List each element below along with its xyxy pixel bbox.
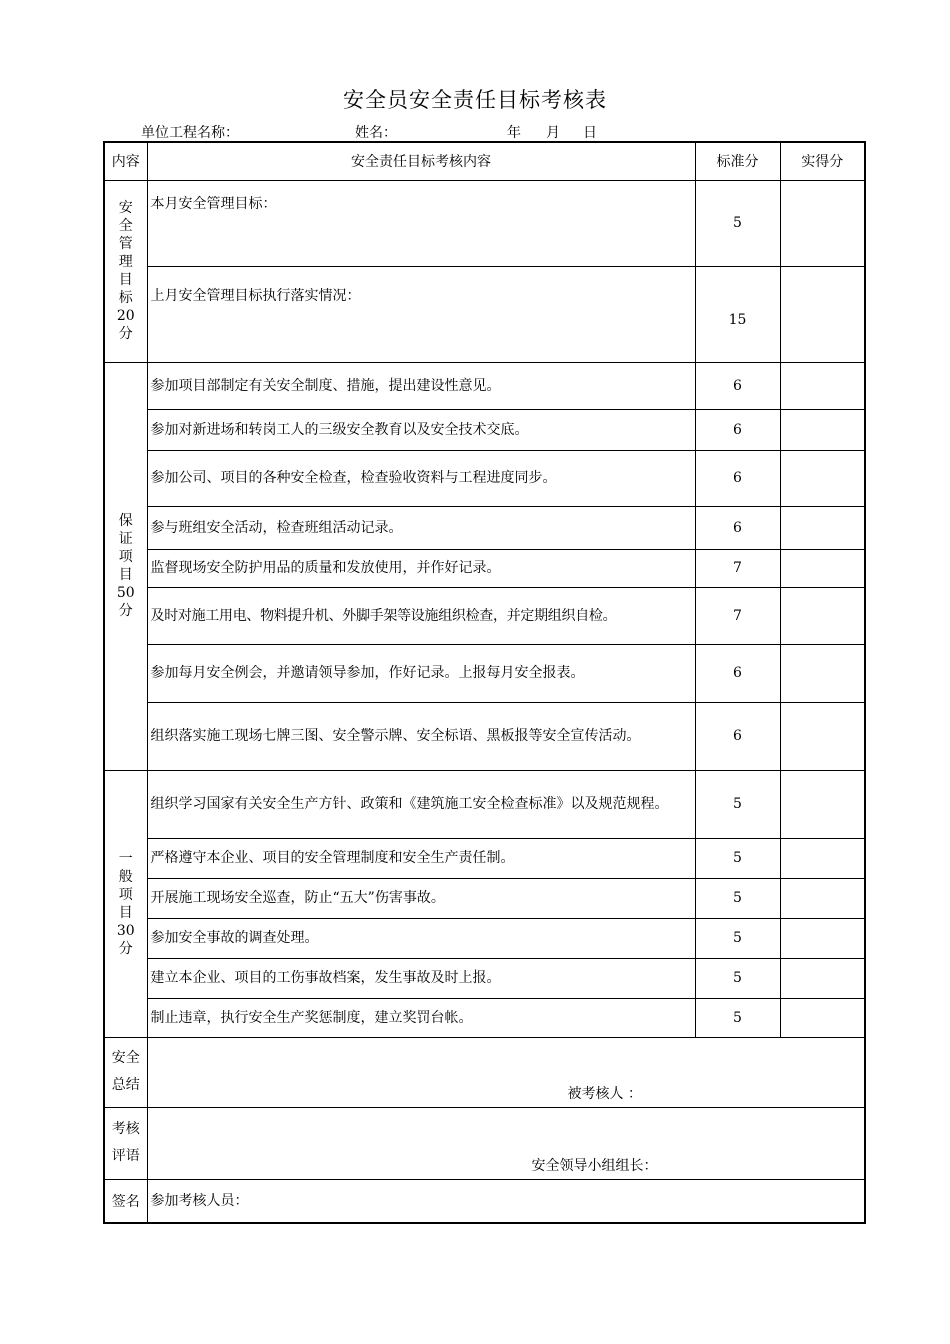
name-label: 姓名： xyxy=(355,125,397,141)
signature-label: 签名 xyxy=(104,1179,147,1223)
table-row xyxy=(104,644,865,702)
actual-score-cell[interactable] xyxy=(780,266,865,362)
standard-score: 5 xyxy=(695,918,780,958)
summary-label: 安全总结 xyxy=(111,1050,140,1093)
item-text: 制止违章，执行安全生产奖惩制度，建立奖罚台帐。 xyxy=(147,998,695,1037)
actual-score-cell[interactable] xyxy=(780,362,865,409)
actual-score-cell[interactable] xyxy=(780,409,865,450)
table-row xyxy=(104,450,865,506)
summary-label-cell xyxy=(104,1037,147,1107)
table-row xyxy=(104,958,865,998)
review-label: 考核评语 xyxy=(111,1121,140,1164)
assessee-signature-label: 被考核人 ： xyxy=(567,1085,642,1102)
table-row xyxy=(104,998,865,1037)
table-row xyxy=(104,549,865,587)
item-text: 参加项目部制定有关安全制度、措施，提出建设性意见。 xyxy=(147,362,695,409)
participants-cell[interactable]: 参加考核人员： xyxy=(147,1179,865,1223)
item-text: 监督现场安全防护用品的质量和发放使用，并作好记录。 xyxy=(147,549,695,587)
standard-score: 6 xyxy=(695,644,780,702)
standard-score: 6 xyxy=(695,409,780,450)
table-header-row xyxy=(104,142,865,180)
item-text: 上月安全管理目标执行落实情况： xyxy=(147,266,695,362)
category-label: 一般项目30分 xyxy=(116,850,135,957)
standard-score: 7 xyxy=(695,549,780,587)
assessment-table xyxy=(103,141,866,1224)
category-general-items xyxy=(104,770,147,1037)
standard-score: 5 xyxy=(695,878,780,918)
category-label: 安全管理目标20分 xyxy=(116,200,135,342)
header-content: 内容 xyxy=(104,142,147,180)
standard-score: 5 xyxy=(695,958,780,998)
header-standard-score: 标准分 xyxy=(695,142,780,180)
actual-score-cell[interactable] xyxy=(780,450,865,506)
item-text: 及时对施工用电、物料提升机、外脚手架等设施组织检查，并定期组织自检。 xyxy=(147,587,695,644)
table-row xyxy=(104,266,865,362)
summary-cell[interactable] xyxy=(147,1037,865,1107)
standard-score: 15 xyxy=(695,266,780,362)
day-label: 日 xyxy=(583,125,597,141)
standard-score: 5 xyxy=(695,180,780,266)
actual-score-cell[interactable] xyxy=(780,838,865,878)
actual-score-cell[interactable] xyxy=(780,998,865,1037)
actual-score-cell[interactable] xyxy=(780,180,865,266)
month-label: 月 xyxy=(546,125,560,141)
review-cell[interactable] xyxy=(147,1107,865,1179)
header-actual-score: 实得分 xyxy=(780,142,865,180)
item-text: 参加安全事故的调查处理。 xyxy=(147,918,695,958)
actual-score-cell[interactable] xyxy=(780,878,865,918)
item-text: 建立本企业、项目的工伤事故档案，发生事故及时上报。 xyxy=(147,958,695,998)
table-row xyxy=(104,770,865,838)
actual-score-cell[interactable] xyxy=(780,506,865,549)
item-text: 开展施工现场安全巡查，防止“五大”伤害事故。 xyxy=(147,878,695,918)
year-label: 年 xyxy=(507,125,521,141)
page-title: 安全员安全责任目标考核表 xyxy=(343,88,607,112)
actual-score-cell[interactable] xyxy=(780,770,865,838)
signature-row xyxy=(104,1179,865,1223)
table-row xyxy=(104,409,865,450)
item-text: 组织学习国家有关安全生产方针、政策和《建筑施工安全检查标准》以及规范规程。 xyxy=(147,770,695,838)
summary-row xyxy=(104,1037,865,1107)
standard-score: 6 xyxy=(695,702,780,770)
table-row xyxy=(104,838,865,878)
header-items: 安全责任目标考核内容 xyxy=(147,142,695,180)
actual-score-cell[interactable] xyxy=(780,918,865,958)
table-row xyxy=(104,702,865,770)
standard-score: 6 xyxy=(695,362,780,409)
table-row xyxy=(104,180,865,266)
leader-signature-label: 安全领导小组组长： xyxy=(531,1157,658,1174)
table-row xyxy=(104,878,865,918)
standard-score: 7 xyxy=(695,587,780,644)
item-text: 参加公司、项目的各种安全检查，检查验收资料与工程进度同步。 xyxy=(147,450,695,506)
category-guarantee-items xyxy=(104,362,147,770)
standard-score: 5 xyxy=(695,998,780,1037)
item-text: 严格遵守本企业、项目的安全管理制度和安全生产责任制。 xyxy=(147,838,695,878)
standard-score: 6 xyxy=(695,506,780,549)
standard-score: 5 xyxy=(695,770,780,838)
actual-score-cell[interactable] xyxy=(780,702,865,770)
table-row xyxy=(104,506,865,549)
table-row xyxy=(104,587,865,644)
item-text: 参加对新进场和转岗工人的三级安全教育以及安全技术交底。 xyxy=(147,409,695,450)
category-safety-goal xyxy=(104,180,147,362)
item-text: 参与班组安全活动，检查班组活动记录。 xyxy=(147,506,695,549)
item-text: 组织落实施工现场七牌三图、安全警示牌、安全标语、黑板报等安全宣传活动。 xyxy=(147,702,695,770)
table-row xyxy=(104,362,865,409)
table-row xyxy=(104,918,865,958)
actual-score-cell[interactable] xyxy=(780,644,865,702)
review-label-cell xyxy=(104,1107,147,1179)
actual-score-cell[interactable] xyxy=(780,958,865,998)
project-name-label: 单位工程名称： xyxy=(141,125,239,141)
category-label: 保证项目50分 xyxy=(116,513,135,619)
standard-score: 6 xyxy=(695,450,780,506)
review-row xyxy=(104,1107,865,1179)
actual-score-cell[interactable] xyxy=(780,549,865,587)
actual-score-cell[interactable] xyxy=(780,587,865,644)
standard-score: 5 xyxy=(695,838,780,878)
item-text: 参加每月安全例会，并邀请领导参加，作好记录。上报每月安全报表。 xyxy=(147,644,695,702)
item-text: 本月安全管理目标： xyxy=(147,180,695,266)
